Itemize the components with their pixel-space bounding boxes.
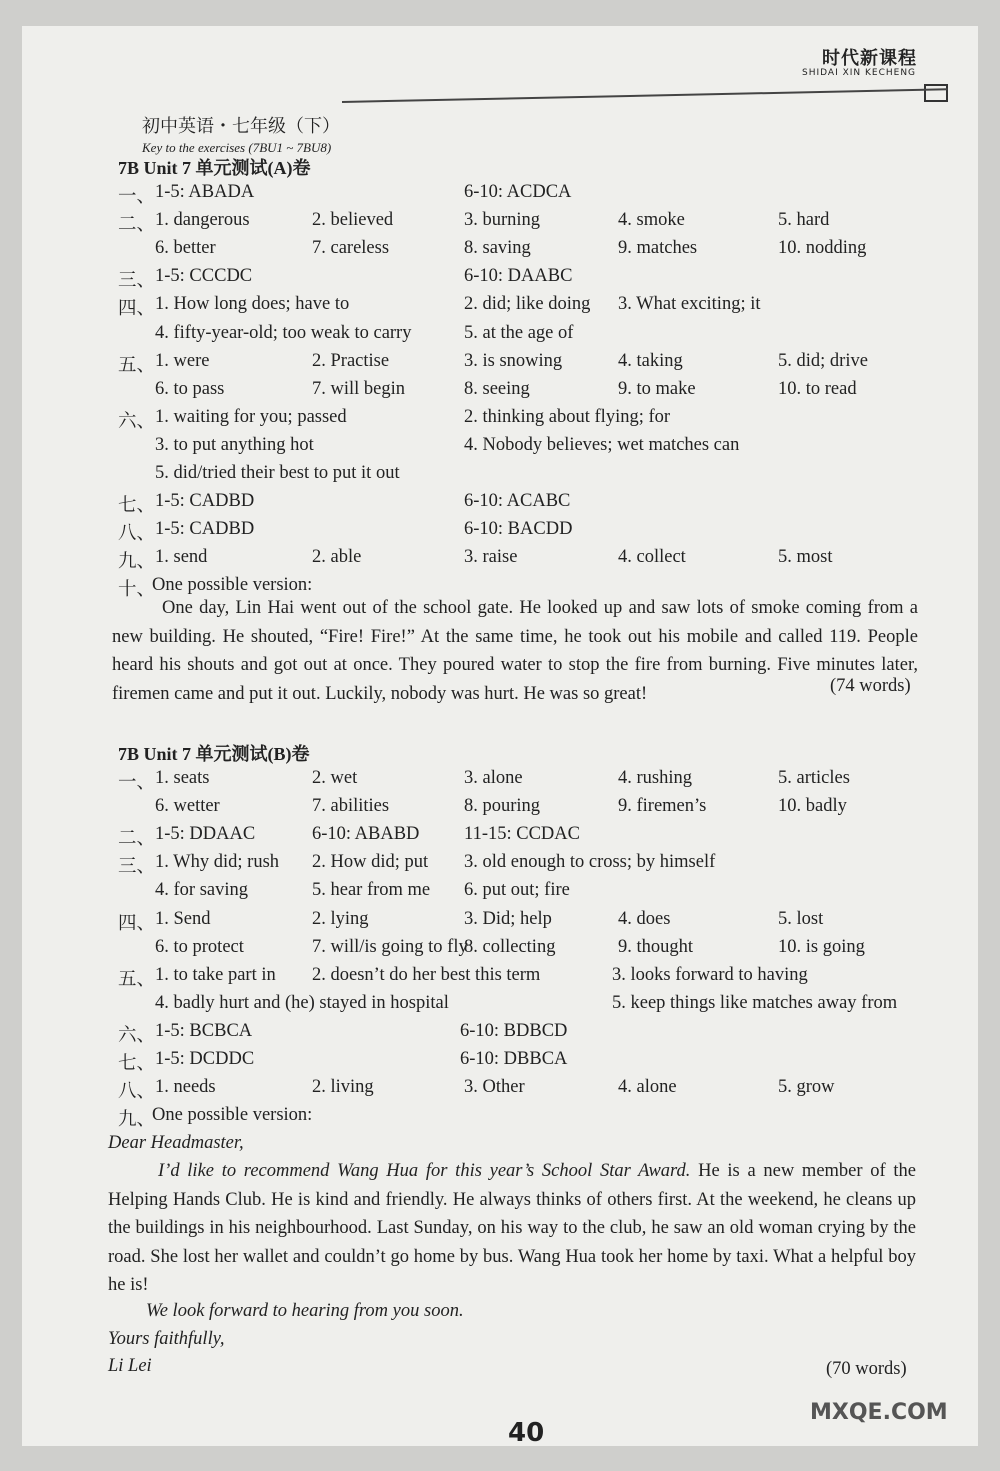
answer-item: 4. alone (618, 1077, 677, 1098)
answer-item: 4. rushing (618, 768, 692, 788)
answer-item: 1. seats (155, 768, 210, 788)
answer-item: 1. to take part in (155, 964, 276, 985)
answer-item: 3. Did; help (464, 908, 552, 929)
answer-item: 2. living (312, 1077, 374, 1098)
answer-item: 2. Practise (312, 350, 390, 371)
answer-item: 6. better (155, 238, 216, 259)
question-number: 三、 (118, 857, 156, 878)
section-a-essay (112, 594, 918, 708)
essay-text: One day, Lin Hai went out of the school gate. He looked up and saw lots of smoke coming from a new building. He shouted, “Fire! Fire!” At the same time, he took out his mobile and called 119. People heard his shouts and got out at once. They poured water to stop the fire from burning. Five minutes later, firemen came and put it out. Luckily, nobody was hurt. He was so great! (112, 598, 918, 704)
answer-item: 1-5: DCDDC (155, 1049, 255, 1069)
answer-item: 6. to protect (155, 936, 244, 957)
answer-item: 7. will/is going to fly (312, 936, 468, 957)
answer-item: 6-10: BDBCD (460, 1020, 568, 1041)
answer-item: 6-10: DBBCA (460, 1049, 568, 1069)
series-pinyin: SHIDAI XIN KECHENG (802, 68, 917, 78)
answer-item: 5. at the age of (464, 322, 574, 343)
answer-item: 2. lying (312, 908, 369, 929)
answer-item: 1-5: BCBCA (155, 1020, 253, 1041)
answer-item: 6. put out; fire (464, 880, 570, 901)
answer-item: 8. pouring (464, 796, 541, 817)
answer-item: 4. smoke (618, 210, 685, 231)
series-logo-icon (924, 84, 948, 102)
series-logo-text: 时代新课程 (822, 48, 917, 69)
answer-item: 10. nodding (778, 238, 867, 259)
answer-item: 5. articles (778, 768, 850, 788)
question-number: 十、 (118, 580, 156, 601)
answer-item: 10. badly (778, 796, 847, 817)
answer-item: 4. taking (618, 350, 683, 371)
letter-body-text: He is a new member of the Helping Hands Club. He is kind and friendly. He always thinks of others first. At the weekend, he cleans up the buildings in his neighbourhood. Last Sunday, on his way to the club, he saw an old woman crying by the road. She lost her wallet and couldn’t go home by bus. Wang Hua took her home by taxi. What a helpful boy he is! (108, 1161, 916, 1295)
answer-item: 6-10: DAABC (464, 266, 573, 287)
question-number: 一、 (118, 187, 156, 207)
question-number: 五、 (118, 355, 156, 376)
answer-item: 6. wetter (155, 796, 220, 817)
answer-item: 6-10: ACABC (464, 491, 571, 512)
section-title-a: 7B Unit 7 单元测试(A)卷 (118, 158, 311, 178)
letter-intro: I’d like to recommend Wang Hua for this year’s School Star Award. (158, 1161, 691, 1181)
answer-item: 9. matches (618, 238, 698, 259)
answer-item: 6-10: ACDCA (464, 182, 572, 202)
letter-closing: We look forward to hearing from you soon. (146, 1301, 464, 1321)
answer-item: 2. did; like doing (464, 294, 591, 315)
answer-item: 9. thought (618, 936, 694, 957)
answer-item: 3. to put anything hot (155, 434, 314, 455)
answer-item: 5. lost (778, 908, 824, 929)
answer-item: 3. alone (464, 768, 523, 788)
answer-item: One possible version: (152, 575, 313, 596)
answer-item: 1. dangerous (155, 210, 250, 231)
question-number: 九、 (118, 552, 156, 573)
answer-item: 2. wet (312, 768, 358, 788)
answer-item: 6-10: BACDD (464, 519, 573, 540)
answer-item: 6. to pass (155, 378, 225, 399)
letter-word-count: (70 words) (826, 1359, 907, 1379)
answer-item: 7. will begin (312, 378, 406, 399)
question-number: 七、 (118, 1054, 156, 1074)
question-number: 七、 (118, 496, 156, 517)
answer-item: 5. grow (778, 1077, 835, 1098)
answer-item: 3. burning (464, 210, 541, 231)
answer-item: 3. looks forward to having (612, 964, 808, 985)
question-number: 一、 (118, 773, 156, 793)
book-subtitle: Key to the exercises (7BU1 ~ 7BU8) (142, 140, 332, 155)
letter-signature: Li Lei (108, 1356, 152, 1376)
watermark-text: MXQE.COM (810, 1400, 948, 1425)
answer-item: 5. did/tried their best to put it out (155, 463, 400, 483)
answer-item: 4. fifty-year-old; too weak to carry (155, 322, 412, 343)
question-number: 六、 (118, 1025, 156, 1046)
letter-body (108, 1157, 916, 1300)
answer-item: 10. is going (778, 936, 865, 957)
answer-item: 11-15: CCDAC (464, 824, 580, 845)
answer-item: 1. How long does; have to (155, 294, 350, 315)
answer-item: 7. abilities (312, 796, 390, 817)
answer-item: 10. to read (778, 378, 857, 399)
question-number: 四、 (118, 913, 156, 934)
answer-item: 1. waiting for you; passed (155, 406, 347, 427)
answer-item: 8. saving (464, 238, 531, 259)
answer-item: 3. Other (464, 1077, 525, 1098)
question-number: 三、 (118, 271, 156, 292)
answer-item: 3. old enough to cross; by himself (464, 852, 716, 873)
answer-item: 8. seeing (464, 378, 530, 399)
question-number: 二、 (118, 215, 156, 236)
question-number: 八、 (118, 524, 156, 545)
answer-item: 1. were (155, 350, 210, 371)
section-title-b: 7B Unit 7 单元测试(B)卷 (118, 744, 310, 764)
page (22, 26, 978, 1446)
answer-item: 1-5: DDAAC (155, 824, 256, 845)
answer-item: 1. send (155, 547, 208, 568)
header-rule (342, 88, 948, 103)
question-number: 五、 (118, 969, 156, 990)
answer-item: 3. raise (464, 547, 518, 568)
answer-item: 6-10: ABABD (312, 824, 420, 845)
answer-item: 5. hear from me (312, 880, 431, 901)
answer-item: 4. collect (618, 547, 686, 568)
answer-item: 3. What exciting; it (618, 294, 761, 315)
answer-item: 1-5: ABADA (155, 182, 255, 202)
answer-item: 1-5: CCCDC (155, 266, 253, 287)
answer-item: 2. believed (312, 210, 394, 231)
page-number: 40 (508, 1418, 545, 1448)
question-number: 八、 (118, 1082, 156, 1103)
letter-sign-off: Yours faithfully, (108, 1329, 225, 1349)
answer-item: 1. Why did; rush (155, 852, 280, 873)
answer-item: 3. is snowing (464, 350, 563, 371)
question-number: 四、 (118, 299, 156, 320)
answer-item: 5. keep things like matches away from (612, 992, 898, 1013)
answer-item: 1-5: CADBD (155, 491, 255, 512)
answer-item: One possible version: (152, 1105, 313, 1126)
answer-item: 9. firemen’s (618, 796, 707, 817)
answer-item: 8. collecting (464, 936, 556, 957)
answer-item: 4. does (618, 908, 671, 929)
question-number: 二、 (118, 829, 156, 850)
answer-item: 5. most (778, 547, 833, 568)
answer-item: 1-5: CADBD (155, 519, 255, 540)
answer-item: 4. badly hurt and (he) stayed in hospital (155, 992, 449, 1013)
answer-item: 5. hard (778, 210, 830, 231)
answer-item: 1. Send (155, 908, 211, 929)
answer-item: 1. needs (155, 1077, 216, 1098)
answer-item: 7. careless (312, 238, 390, 259)
answer-item: 2. How did; put (312, 852, 429, 873)
essay-word-count: (74 words) (830, 676, 911, 696)
answer-item: 2. thinking about flying; for (464, 406, 671, 427)
question-number: 九、 (118, 1110, 156, 1131)
answer-item: 2. able (312, 547, 362, 568)
answer-item: 9. to make (618, 378, 696, 399)
answer-item: 4. for saving (155, 880, 248, 901)
question-number: 六、 (118, 411, 156, 432)
answer-item: 5. did; drive (778, 350, 868, 371)
answer-item: 4. Nobody believes; wet matches can (464, 434, 740, 455)
book-title: 初中英语・七年级（下） (142, 116, 340, 136)
answer-item: 2. doesn’t do her best this term (312, 964, 541, 985)
letter-greeting: Dear Headmaster, (108, 1133, 244, 1153)
